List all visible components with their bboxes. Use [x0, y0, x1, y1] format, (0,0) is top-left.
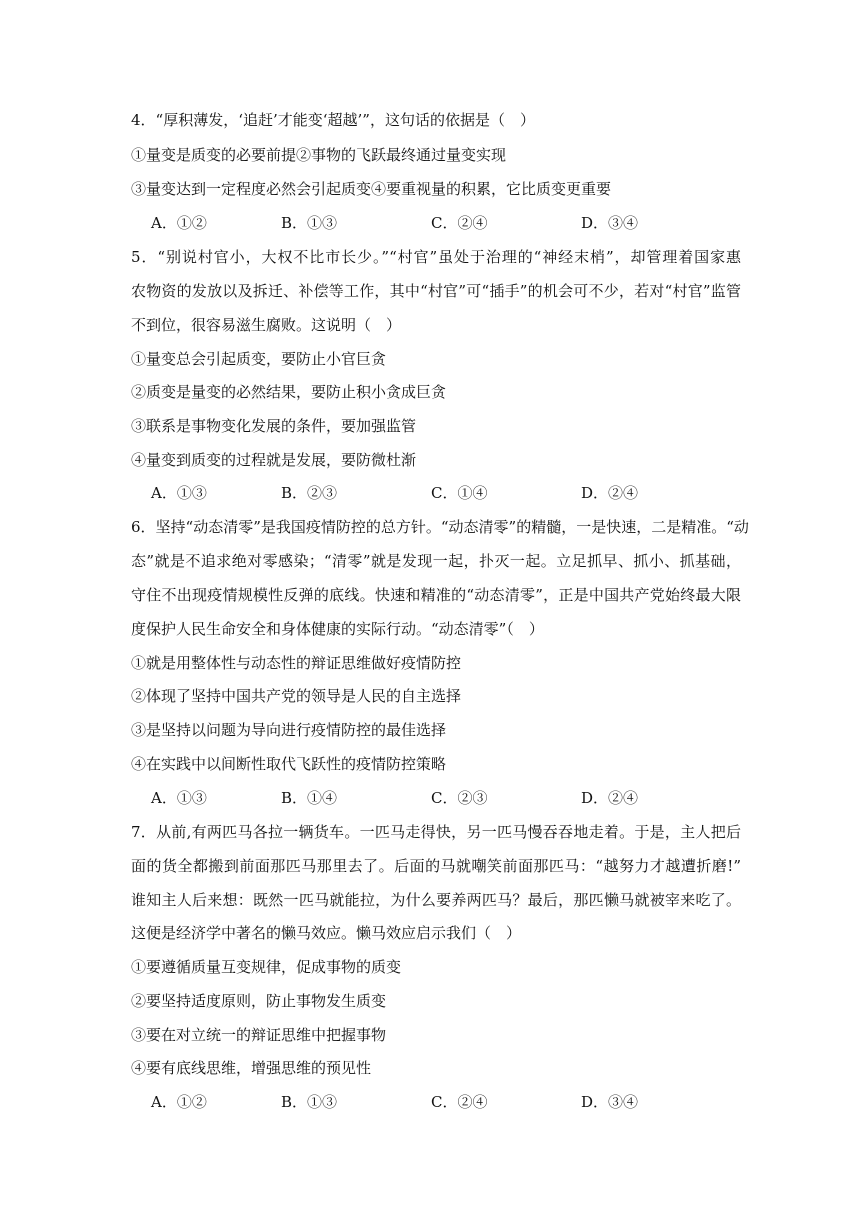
option-c: C．②③: [431, 789, 488, 807]
question-6-choice-3: ③是坚持以问题为导向进行疫情防控的最佳选择: [131, 721, 447, 739]
question-4-stem: 4．“厚积薄发，‘追赶’才能变‘超越’”，这句话的依据是（ ）: [131, 111, 535, 129]
question-5-choice-4: ④量变到质变的过程就是发展，要防微杜渐: [131, 451, 417, 469]
question-5-stem-line-1: 5．“别说村官小，大权不比市长少。”“村官”虽处于治理的“神经末梢”，却管理着国家惠: [131, 248, 741, 266]
question-5-choice-2: ②质变是量变的必然结果，要防止积小贪成巨贪: [131, 383, 447, 401]
option-b: B．①④: [281, 789, 338, 807]
question-6-choice-4: ④在实践中以间断性取代飞跃性的疫情防控策略: [131, 755, 447, 773]
question-4-choice-1: ①量变是质变的必要前提②事物的飞跃最终通过量变实现: [131, 146, 507, 164]
question-7-choice-3: ③要在对立统一的辩证思维中把握事物: [131, 1026, 387, 1044]
question-6-stem-line-1: 6．坚持“动态清零”是我国疫情防控的总方针。“动态清零”的精髓，一是快速，二是精准。“动: [131, 518, 749, 536]
question-6-options: [151, 788, 731, 808]
option-c: C．②④: [431, 1093, 488, 1111]
option-c: C．②④: [431, 214, 488, 232]
option-c: C．①④: [431, 484, 488, 502]
question-7-options: [151, 1092, 731, 1112]
option-b: B．①③: [281, 1093, 338, 1111]
question-7-choice-1: ①要遵循质量互变规律，促成事物的质变: [131, 958, 402, 976]
question-7-choice-2: ②要坚持适度原则，防止事物发生质变: [131, 992, 387, 1010]
option-a: A．①③: [151, 484, 207, 502]
option-b: B．②③: [281, 484, 338, 502]
question-5-options: [151, 483, 731, 503]
question-7-stem-line-1: 7．从前,有两匹马各拉一辆货车。一匹马走得快，另一匹马慢吞吞地走着。于是，主人把后: [131, 823, 741, 841]
option-a: A．①②: [151, 214, 207, 232]
option-d: D．②④: [581, 484, 639, 502]
question-6-stem-line-4: 度保护人民生命安全和身体健康的实际行动。“动态清零”（ ）: [131, 620, 544, 638]
question-6-stem-line-3: 守住不出现疫情规模性反弹的底线。快速和精准的“动态清零”，正是中国共产党始终最大限: [131, 586, 741, 604]
option-d: D．③④: [581, 1093, 639, 1111]
option-d: D．③④: [581, 214, 639, 232]
option-d: D．②④: [581, 789, 639, 807]
question-6-stem-line-2: 态”就是不追求绝对零感染；“清零”就是发现一起，扑灭一起。立足抓早、抓小、抓基础，: [131, 552, 741, 570]
question-4-options: [151, 213, 731, 233]
question-5-stem-line-3: 不到位，很容易滋生腐败。这说明（ ）: [131, 316, 402, 334]
question-5-choice-1: ①量变总会引起质变，要防止小官巨贪: [131, 350, 387, 368]
question-6-choice-1: ①就是用整体性与动态性的辩证思维做好疫情防控: [131, 654, 462, 672]
question-7-stem-line-4: 这便是经济学中著名的懒马效应。懒马效应启示我们（ ）: [131, 924, 522, 942]
question-5-stem-line-2: 农物资的发放以及拆迁、补偿等工作，其中“村官”可“插手”的机会可不少，若对“村官”监管: [131, 282, 741, 300]
option-a: A．①③: [151, 789, 207, 807]
question-7-choice-4: ④要有底线思维，增强思维的预见性: [131, 1059, 372, 1077]
question-6-choice-2: ②体现了坚持中国共产党的领导是人民的自主选择: [131, 687, 462, 705]
question-7-stem-line-3: 谁知主人后来想：既然一匹马就能拉，为什么要养两匹马？最后，那匹懒马就被宰来吃了。: [131, 891, 741, 909]
question-5-choice-3: ③联系是事物变化发展的条件，要加强监管: [131, 417, 417, 435]
question-7-stem-line-2: 面的货全都搬到前面那匹马那里去了。后面的马就嘲笑前面那匹马：“越努力才越遭折磨!”: [131, 857, 741, 875]
question-4-choice-2: ③量变达到一定程度必然会引起质变④要重视量的积累，它比质变更重要: [131, 180, 612, 198]
option-a: A．①②: [151, 1093, 207, 1111]
option-b: B．①③: [281, 214, 338, 232]
